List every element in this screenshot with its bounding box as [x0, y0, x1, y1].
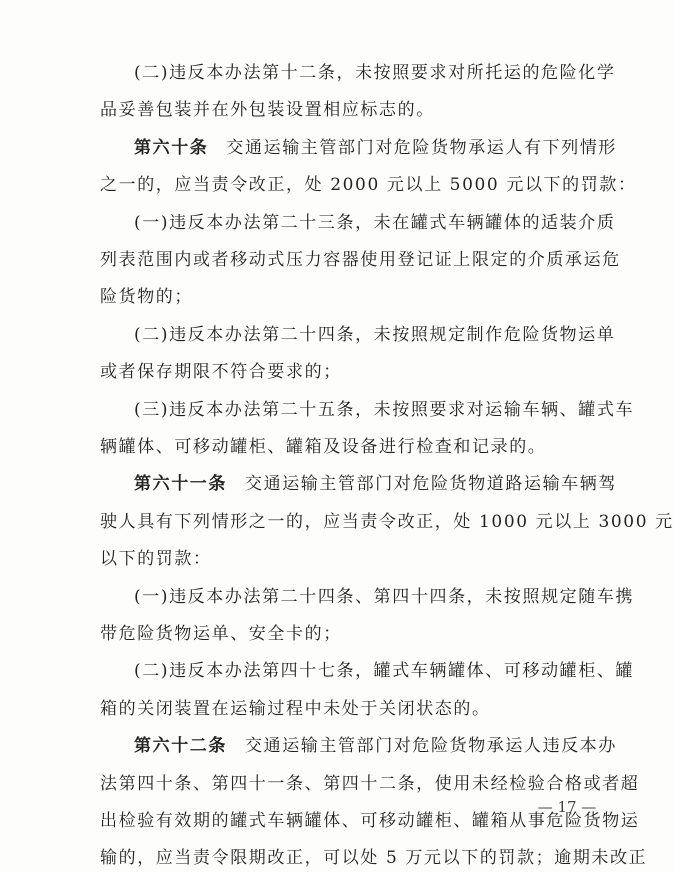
page-number: — 17 — [537, 798, 597, 816]
text-line [100, 357, 610, 387]
line-text: (一)违反本办法第二十四条、第四十四条，未按照规定随车携 [134, 586, 635, 607]
line-text: 交通运输主管部门对危险货物承运人有下列情形 [226, 137, 618, 158]
article-title: 第六十一条 [134, 474, 227, 495]
text-line [100, 95, 610, 125]
text-line [100, 170, 637, 200]
text-line [134, 395, 635, 425]
text-line [134, 320, 616, 350]
article-title: 第六十二条 [134, 736, 227, 757]
article-line [134, 133, 618, 163]
article-title: 第六十条 [134, 137, 209, 158]
line-text: 或者保存期限不符合要求的； [100, 362, 342, 383]
text-line [100, 694, 610, 724]
line-text: 输的，应当责令限期改正，可以处 5 万元以下的罚款；逾期未改正 [100, 848, 648, 869]
line-text: 带危险货物运单、安全卡的； [100, 624, 342, 644]
text-line [134, 656, 635, 686]
article-line [134, 469, 617, 499]
line-text: 法第四十条、第四十一条、第四十二条，使用未经检验合格或者超 [100, 773, 640, 794]
line-text: (一)违反本办法第二十三条，未在罐式车辆罐体的适装介质 [134, 212, 616, 233]
line-text: 品妥善包装并在外包装设置相应标志的。 [100, 100, 435, 121]
text-line [100, 432, 610, 462]
line-text: (二)违反本办法第二十四条，未按照规定制作危险货物运单 [134, 324, 616, 345]
text-line [100, 843, 648, 873]
text-line [100, 245, 621, 275]
line-text: (三)违反本办法第二十五条，未按照要求对运输车辆、罐式车 [134, 399, 635, 420]
line-text: 之一的，应当责令改正，处 2000 元以上 5000 元以下的罚款： [100, 175, 637, 196]
line-text: 交通运输主管部门对危险货物承运人违反本办 [245, 736, 617, 757]
line-text: 辆罐体、可移动罐柜、罐箱及设备进行检查和记录的。 [100, 437, 547, 457]
text-line [100, 282, 610, 312]
line-text: 险货物的； [100, 287, 193, 308]
line-text: 驶人具有下列情形之一的，应当责令改正，处 1000 元以上 3000 元 [100, 511, 674, 532]
article-line [134, 731, 617, 761]
text-line [134, 208, 616, 238]
text-line [100, 507, 674, 537]
line-text: 出检验有效期的罐式车辆罐体、可移动罐柜、罐箱从事危险货物运 [100, 811, 640, 831]
line-text: 以下的罚款： [100, 549, 212, 570]
text-line [134, 58, 616, 88]
line-text: (二)违反本办法第十二条，未按照要求对所托运的危险化学 [134, 63, 616, 83]
line-text: (二)违反本办法第四十七条，罐式车辆罐体、可移动罐柜、罐 [134, 661, 635, 682]
text-line [100, 544, 610, 574]
text-line [100, 619, 610, 649]
line-text: 交通运输主管部门对危险货物道路运输车辆驾 [245, 474, 617, 495]
line-text: 列表范围内或者移动式压力容器使用登记证上限定的介质承运危 [100, 250, 621, 270]
line-text: 箱的关闭装置在运输过程中未处于关闭状态的。 [100, 698, 491, 719]
text-line [134, 582, 635, 612]
